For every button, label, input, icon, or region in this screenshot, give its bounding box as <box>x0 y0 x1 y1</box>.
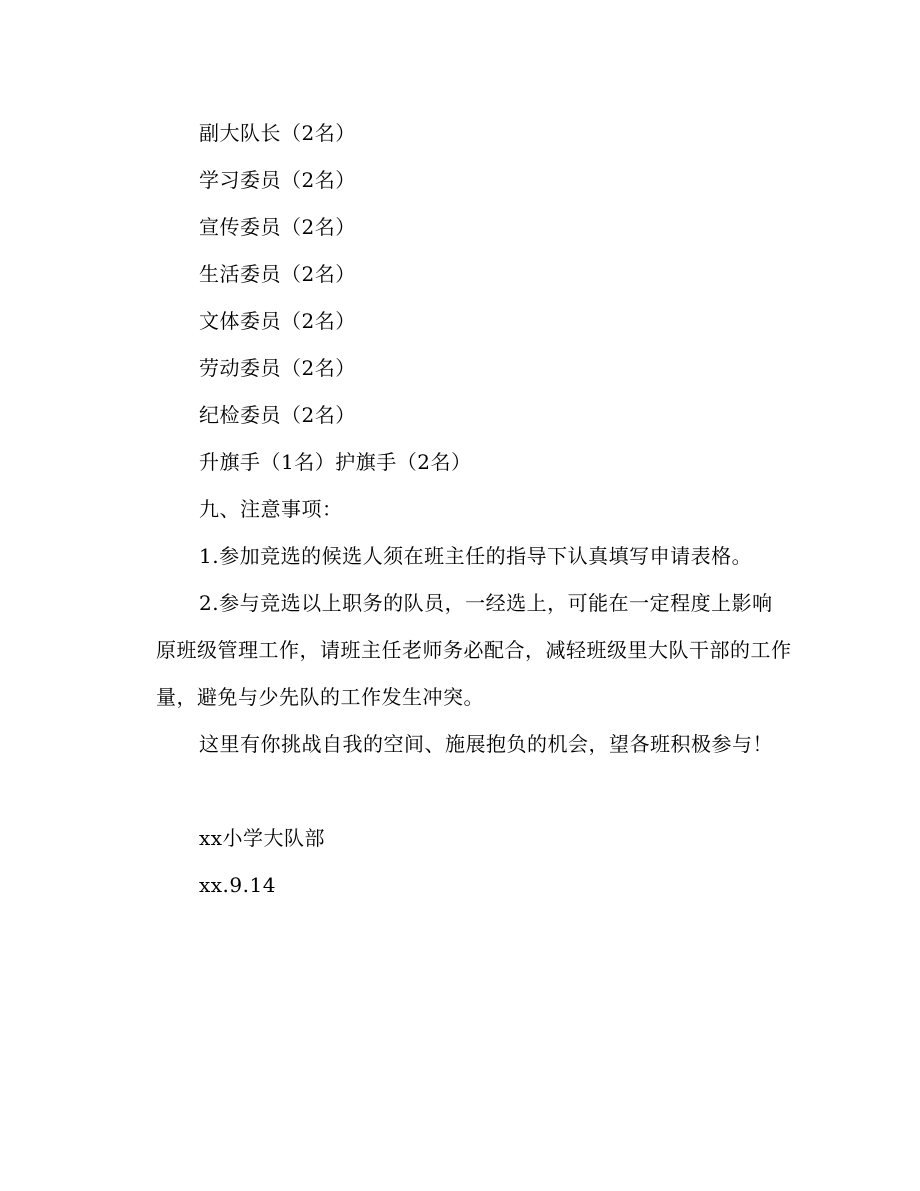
position-item: 生活委员（2名） <box>199 262 356 286</box>
notes-heading: 九、注意事项： <box>199 497 343 521</box>
note-item-2-line-1: 2.参与竞选以上职务的队员，一经选上，可能在一定程度上影响 <box>199 591 773 615</box>
position-item: 宣传委员（2名） <box>199 215 356 239</box>
position-item: 升旗手（1名）护旗手（2名） <box>199 450 472 474</box>
position-item: 劳动委员（2名） <box>199 356 356 380</box>
position-item: 学习委员（2名） <box>199 168 356 192</box>
note-item-2-line-2: 原班级管理工作，请班主任老师务必配合，减轻班级里大队干部的工作 <box>156 638 792 662</box>
closing-paragraph: 这里有你挑战自我的空间、施展抱负的机会，望各班积极参与！ <box>199 732 773 756</box>
signature-org: xx小学大队部 <box>199 826 326 850</box>
position-item: 副大队长（2名） <box>199 121 356 145</box>
position-item: 文体委员（2名） <box>199 309 356 333</box>
note-item-2-line-3: 量，避免与少先队的工作发生冲突。 <box>156 685 484 709</box>
note-item-1: 1.参加竞选的候选人须在班主任的指导下认真填写申请表格。 <box>199 544 753 568</box>
signature-date: xx.9.14 <box>199 873 276 897</box>
position-item: 纪检委员（2名） <box>199 403 356 427</box>
